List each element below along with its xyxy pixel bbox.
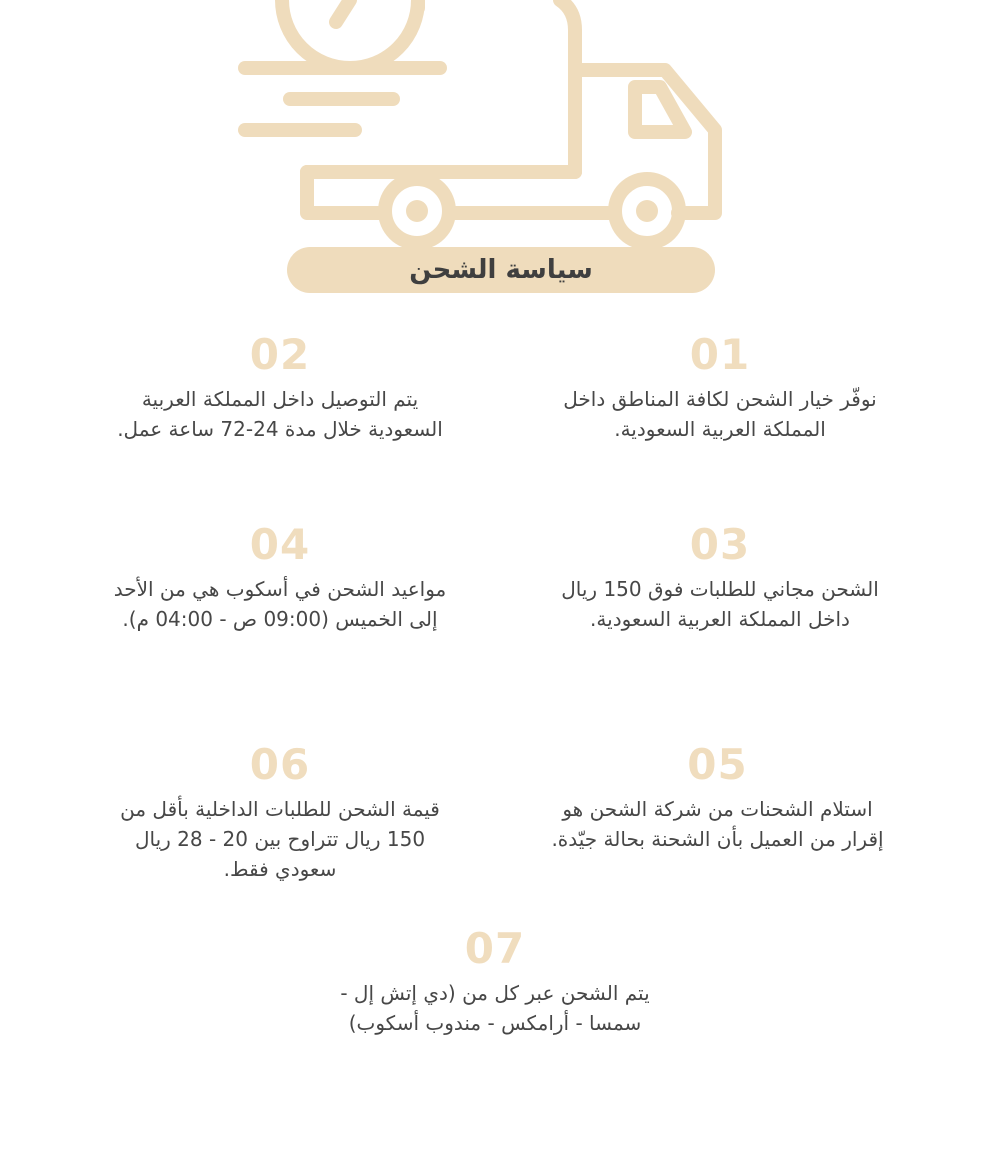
header-hero [0,0,1000,300]
item-text: قيمة الشحن للطلبات الداخلية بأقل من 150 ريال تتراوح بين 20 - 28 ريال سعودي فقط. [120,797,440,881]
item-text: مواعيد الشحن في أسكوب هي من الأحد إلى الخميس (09:00 ص - 04:00 م). [113,577,447,631]
item-number: 04 [249,520,311,569]
item-number: 02 [249,330,311,379]
title-banner [287,247,715,293]
item-text: يتم التوصيل داخل المملكة العربية السعودية خلال مدة 24-72 ساعة عمل. [117,387,443,441]
policy-item-04 [105,522,455,634]
page-title: سياسة الشحن [409,255,593,285]
policy-item-03 [555,522,885,634]
item-number: 03 [689,520,751,569]
item-text: نوفّر خيار الشحن لكافة المناطق داخل المملكة العربية السعودية. [563,387,877,441]
item-number: 06 [249,740,311,789]
item-text: الشحن مجاني للطلبات فوق 150 ريال داخل المملكة العربية السعودية. [561,577,879,631]
item-number: 05 [687,740,748,789]
policy-item-07 [320,926,670,1038]
policy-item-01 [555,332,885,444]
policy-item-05 [545,742,890,854]
item-text: استلام الشحنات من شركة الشحن هو إقرار من العميل بأن الشحنة بحالة جيّدة. [551,797,884,851]
policy-item-06 [105,742,455,884]
item-number: 07 [464,924,526,973]
item-number: 01 [689,330,751,379]
item-text: يتم الشحن عبر كل من (دي إتش إل - سمسا - أرامكس - مندوب أسكوب) [340,981,650,1035]
policy-item-02 [110,332,450,444]
